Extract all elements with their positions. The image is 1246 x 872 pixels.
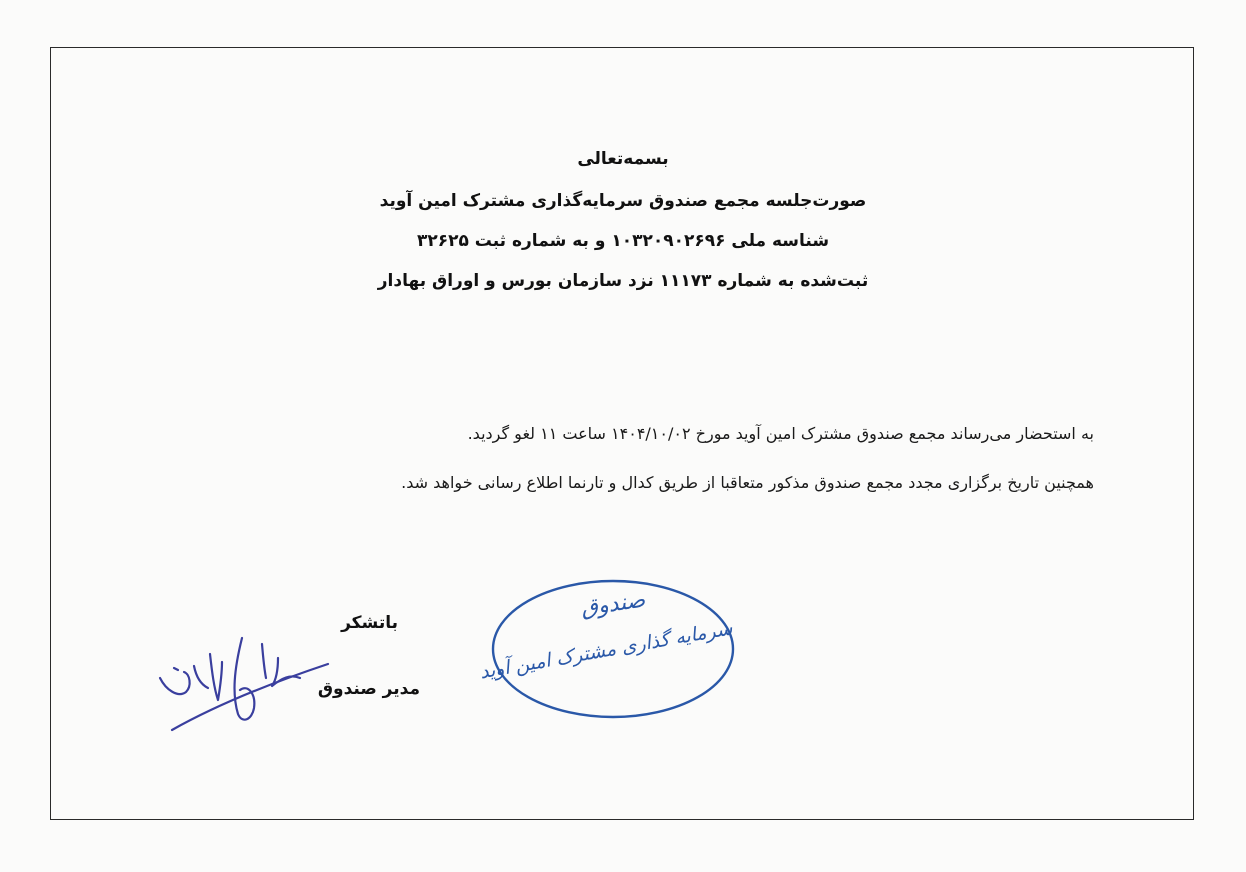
document-body xyxy=(150,422,1094,520)
handwritten-signature xyxy=(150,628,340,738)
registration-line: ثبت‌شده به شماره ۱۱۱۷۳ نزد سازمان بورس و اوراق بهادار xyxy=(377,271,869,291)
stamp-text-fund-name: سرمایه گذاری مشترک امین آوید xyxy=(478,617,735,684)
document-title: صورت‌جلسه مجمع صندوق سرمایه‌گذاری مشترک امین آوید xyxy=(379,191,867,211)
company-stamp xyxy=(478,576,738,722)
document-header xyxy=(0,148,1246,292)
signatory-title: مدیر صندوق xyxy=(317,679,420,699)
body-paragraph-cancellation: به استحضار می‌رساند مجمع صندوق مشترک امین آوید مورخ ۱۴۰۴/۱۰/۰۲ ساعت ۱۱ لغو گردید. xyxy=(467,424,1094,443)
closing-thanks: باتشکر xyxy=(341,613,398,633)
national-id-line: شناسه ملی ۱۰۳۲۰۹۰۲۶۹۶ و به شماره ثبت ۳۲۶۲۵ xyxy=(416,231,830,251)
invocation-line: بسمه‌تعالی xyxy=(577,149,669,169)
body-paragraph-reschedule: همچنین تاریخ برگزاری مجدد مجمع صندوق مذکور متعاقبا از طریق کدال و تارنما اطلاع رسانی خواهد شد. xyxy=(401,473,1094,492)
stamp-text-fund: صندوق xyxy=(579,587,647,622)
